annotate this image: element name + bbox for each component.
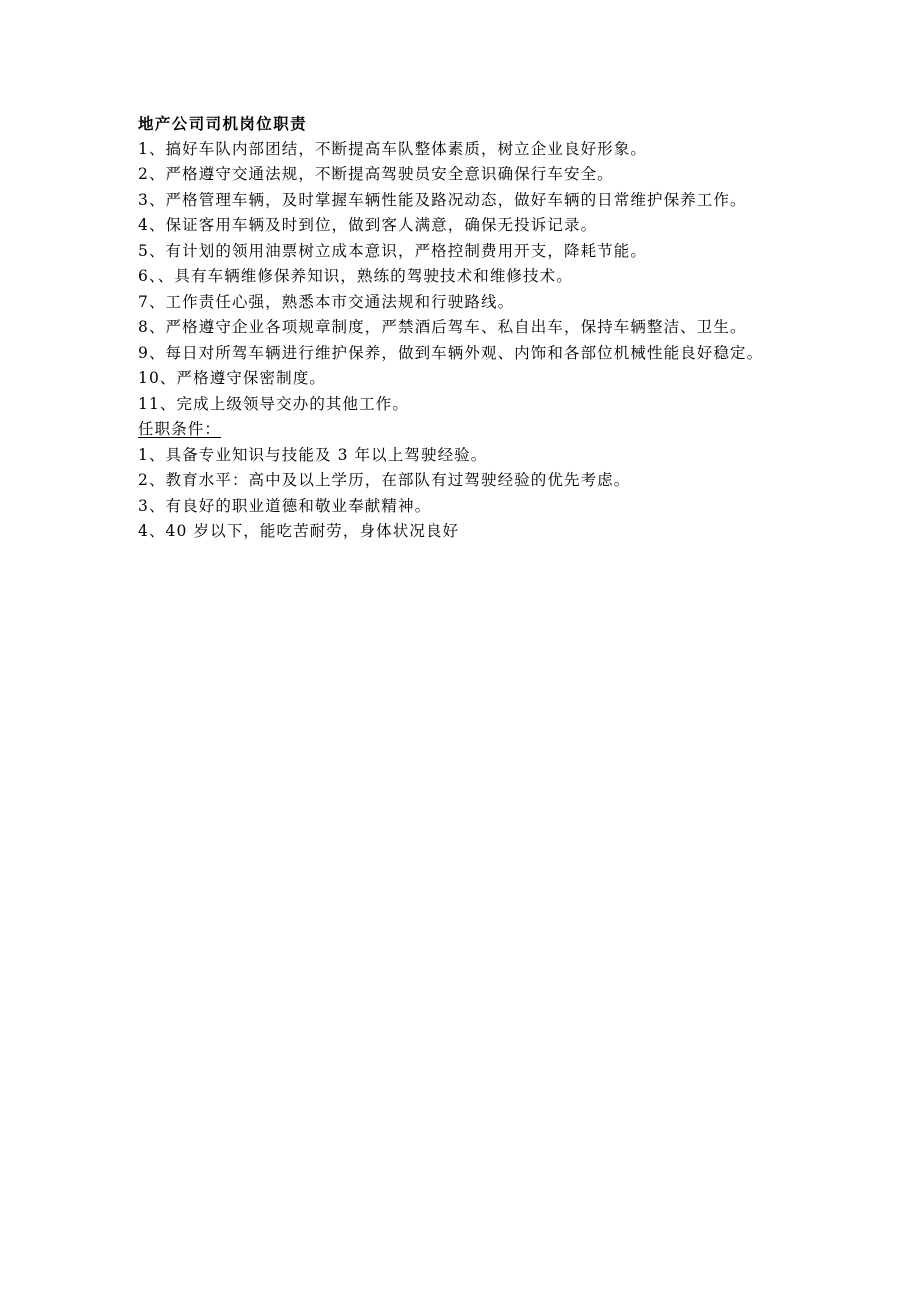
- duty-item: 4、保证客用车辆及时到位，做到客人满意，确保无投诉记录。: [138, 216, 598, 234]
- duty-item: 3、严格管理车辆，及时掌握车辆性能及路况动态，做好车辆的日常维护保养工作。: [138, 190, 747, 209]
- requirements-list: [138, 443, 788, 545]
- duty-item: 7、工作责任心强，熟悉本市交通法规和行驶路线。: [138, 292, 515, 311]
- duty-item: 8、严格遵守企业各项规章制度，严禁酒后驾车、私自出车，保持车辆整洁、卫生。: [138, 318, 747, 336]
- requirement-item: 3、有良好的职业道德和敬业奉献精神。: [138, 496, 432, 515]
- requirement-item: 4、40 岁以下，能吃苦耐劳，身体状况良好: [138, 522, 460, 540]
- duty-item: 11、完成上级领导交办的其他工作。: [138, 394, 409, 413]
- duties-list: [138, 137, 788, 418]
- document-title: 地产公司司机岗位职责: [138, 114, 308, 133]
- requirement-item: 2、教育水平：高中及以上学历，在部队有过驾驶经验的优先考虑。: [138, 471, 631, 489]
- requirement-item: 1、具备专业知识与技能及 3 年以上驾驶经验。: [138, 445, 488, 464]
- duty-item: 6、、具有车辆维修保养知识，熟练的驾驶技术和维修技术。: [138, 267, 573, 285]
- document-body: [138, 111, 788, 545]
- duty-item: 2、严格遵守交通法规，不断提高驾驶员安全意识确保行车安全。: [138, 165, 614, 183]
- duty-item: 5、有计划的领用油票树立成本意识，严格控制费用开支，降耗节能。: [138, 241, 647, 260]
- duty-item: 1、搞好车队内部团结，不断提高车队整体素质，树立企业良好形象。: [138, 139, 647, 158]
- duty-item: 9、每日对所驾车辆进行维护保养，做到车辆外观、内饰和各部位机械性能良好稳定。: [138, 343, 764, 362]
- duty-item: 10、严格遵守保密制度。: [138, 369, 326, 387]
- requirements-heading: 任职条件：: [138, 420, 222, 438]
